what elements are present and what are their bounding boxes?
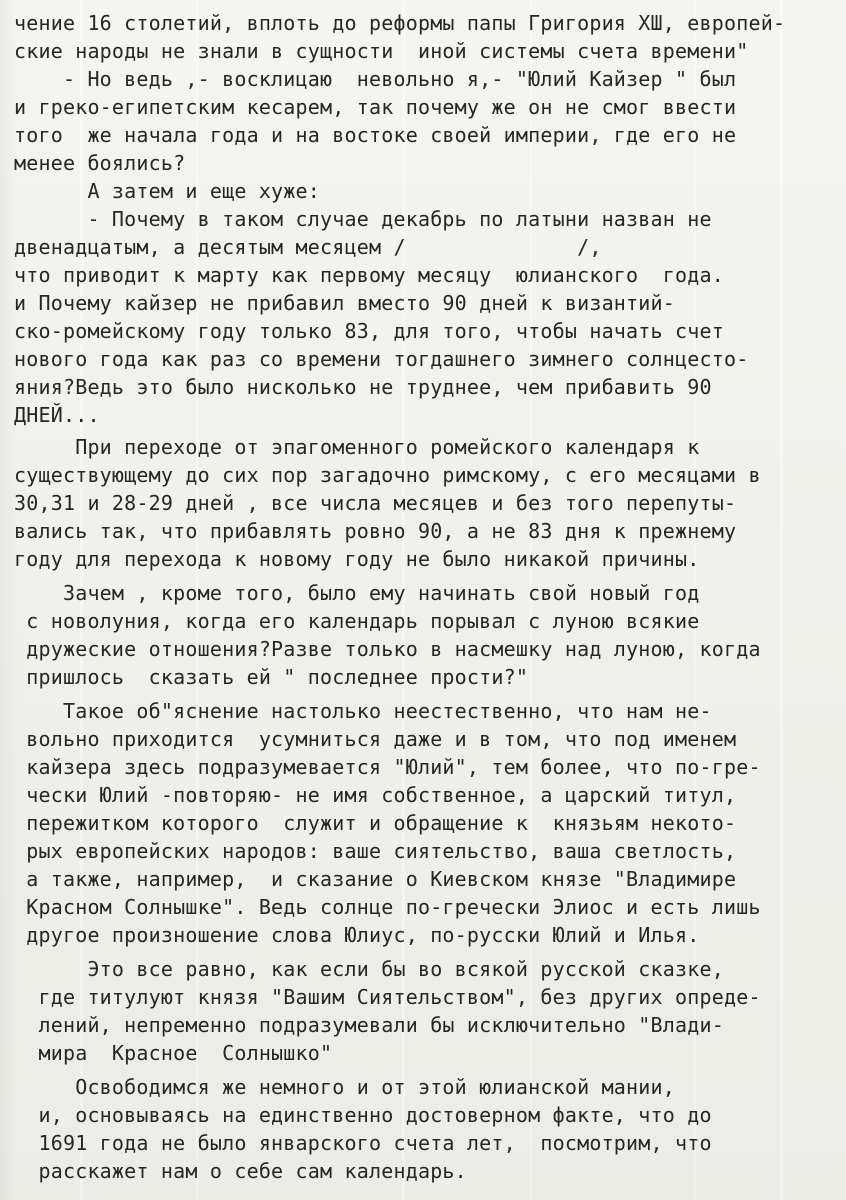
text-line: пережитком которого служит и обращение к князьям некото- xyxy=(14,811,737,835)
text-line: 1691 года не было январского счета лет, посмотрим, что xyxy=(14,1131,712,1155)
text-line: ские народы не знали в сущности иной системы счета времени" xyxy=(14,39,749,63)
text-line: и, основываясь на единственно достоверном факте, что до xyxy=(14,1103,712,1127)
text-line: нового года как раз со времени тогдашнего зимнего солнцесто- xyxy=(14,347,749,371)
text-line: дружеские отношения?Разве только в насмешку над луною, когда xyxy=(14,637,761,661)
text-line: другое произношение слова Юлиус, по-русски Юлий и Илья. xyxy=(14,923,700,947)
text-line: ско-ромейскому году только 83, для того, чтобы начать счет xyxy=(14,319,724,343)
text-line: мира Красное Солнышко" xyxy=(14,1041,333,1065)
text-line: ДНЕЙ... xyxy=(14,403,100,427)
text-line: существующему до сих пор загадочно римскому, с его месяцами в xyxy=(14,463,761,487)
text-line: Такое об"яснение настолько неестественно, что нам не- xyxy=(14,699,712,723)
text-line: Зачем , кроме того, было ему начинать свой новый год xyxy=(14,581,700,605)
text-line: что приводит к марту как первому месяцу юлианского года. xyxy=(14,263,724,287)
text-line: а также, например, и сказание о Киевском князе "Владимире xyxy=(14,867,737,891)
text-line: Красном Солнышке". Ведь солнце по-гречески Элиос и есть лишь xyxy=(14,895,761,919)
text-line: двенадцатым, а десятым месяцем / /, xyxy=(14,235,602,259)
text-line: того же начала года и на востоке своей империи, где его не xyxy=(14,123,737,147)
text-line: чение 16 столетий, вплоть до реформы папы Григория ХШ, европей- xyxy=(14,11,786,35)
text-line: Это все равно, как если бы во всякой русской сказке, xyxy=(14,957,724,981)
text-line: где титулуют князя "Вашим Сиятельством", без других опреде- xyxy=(14,985,761,1009)
text-line: яния?Ведь это было нисколько не труднее, чем прибавить 90 xyxy=(14,375,712,399)
text-line: рых европейских народов: ваше сиятельство, ваша светлость, xyxy=(14,839,737,863)
text-line: При переходе от эпагоменного ромейского календаря к xyxy=(14,435,700,459)
text-line: расскажет нам о себе сам календарь. xyxy=(14,1159,467,1183)
text-line: А затем и еще хуже: xyxy=(14,179,321,203)
text-line: с новолуния, когда его календарь порывал с луною всякие xyxy=(14,609,700,633)
text-line: кайзера здесь подразумевается "Юлий", тем более, что по-гре- xyxy=(14,755,761,779)
text-line: пришлось сказать ей " последнее прости?" xyxy=(14,665,529,689)
text-line: вались так, что прибавлять ровно 90, а не 83 дня к прежнему xyxy=(14,519,737,543)
text-line: - Но ведь ,- восклицаю невольно я,- "Юлий Кайзер " был xyxy=(14,67,737,91)
text-line: чески Юлий -повторяю- не имя собственное, а царский титул, xyxy=(14,783,737,807)
text-line: 30,31 и 28-29 дней , все числа месяцев и без того перепуты- xyxy=(14,491,737,515)
text-line: вольно приходится усумниться даже и в том, что под именем xyxy=(14,727,737,751)
text-line: Освободимся же немного и от этой юлианской мании, xyxy=(14,1075,676,1099)
text-line: и Почему кайзер не прибавил вместо 90 дней к византий- xyxy=(14,291,676,315)
text-line: и греко-египетским кесарем, так почему же он не смог ввести xyxy=(14,95,737,119)
text-line: году для перехода к новому году не было никакой причины. xyxy=(14,547,700,571)
text-line: лений, непременно подразумевали бы исключительно "Влади- xyxy=(14,1013,724,1037)
text-line: менее боялись? xyxy=(14,151,186,175)
text-line: - Почему в таком случае декабрь по латыни назван не xyxy=(14,207,712,231)
